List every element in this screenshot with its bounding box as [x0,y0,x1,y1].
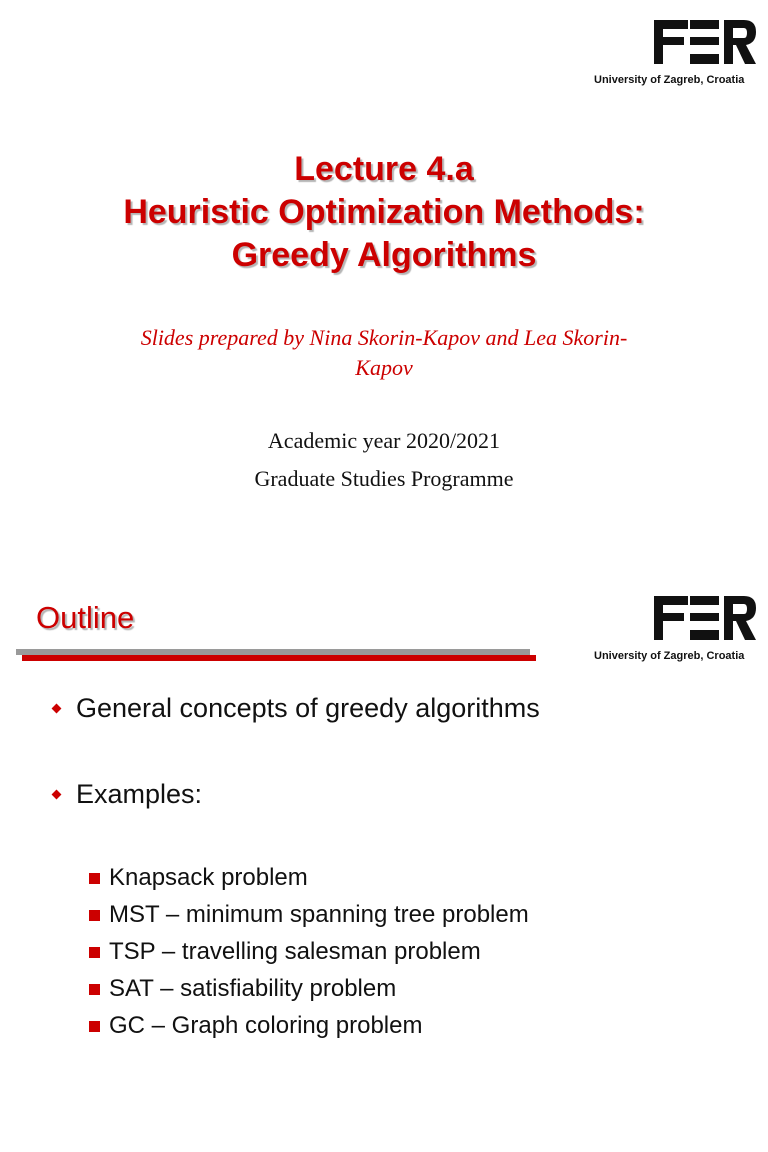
bullet-text: Examples: [76,779,203,809]
authors-credit [84,323,684,383]
fer-logo [654,594,756,640]
programme: Graduate Studies Programme [254,466,514,491]
example-item [89,901,529,929]
square-bullet-icon [89,910,100,921]
title-line-2: Heuristic Optimization Methods: [123,193,645,231]
diamond-bullet-icon [52,704,62,714]
example-text: Knapsack problem [109,864,308,891]
example-item [89,1012,422,1040]
bullet-text: General concepts of greedy algorithms [76,693,540,723]
example-text: MST – minimum spanning tree problem [109,901,529,928]
example-item [89,938,481,966]
example-text: TSP – travelling salesman problem [109,938,481,965]
lecture-title [0,148,768,277]
academic-year: Academic year 2020/2021 [267,428,501,453]
square-bullet-icon [89,947,100,958]
example-text: SAT – satisfiability problem [109,975,397,1002]
authors-line-2: Kapov [355,355,413,380]
square-bullet-icon [89,1021,100,1032]
square-bullet-icon [89,873,100,884]
outline-bullet [50,693,540,724]
fer-logo [654,18,756,64]
outline-slide [0,576,768,1152]
square-bullet-icon [89,984,100,995]
fer-logo-icon [654,594,756,640]
outline-title: Outline [36,600,135,635]
logo-caption: University of Zagreb, Croatia [594,74,745,86]
title-rule-red [22,655,536,661]
outline-bullet [50,779,202,810]
example-item [89,975,396,1003]
example-text: GC – Graph coloring problem [109,1012,423,1039]
diamond-bullet-icon [52,790,62,800]
fer-logo-icon [654,18,756,64]
authors-line-1: Slides prepared by Nina Skorin-Kapov and Lea Skorin- [140,325,628,350]
example-item [89,864,308,892]
logo-caption: University of Zagreb, Croatia [594,650,745,662]
title-line-1: Lecture 4.a [294,150,474,188]
title-line-3: Greedy Algorithms [231,236,537,274]
